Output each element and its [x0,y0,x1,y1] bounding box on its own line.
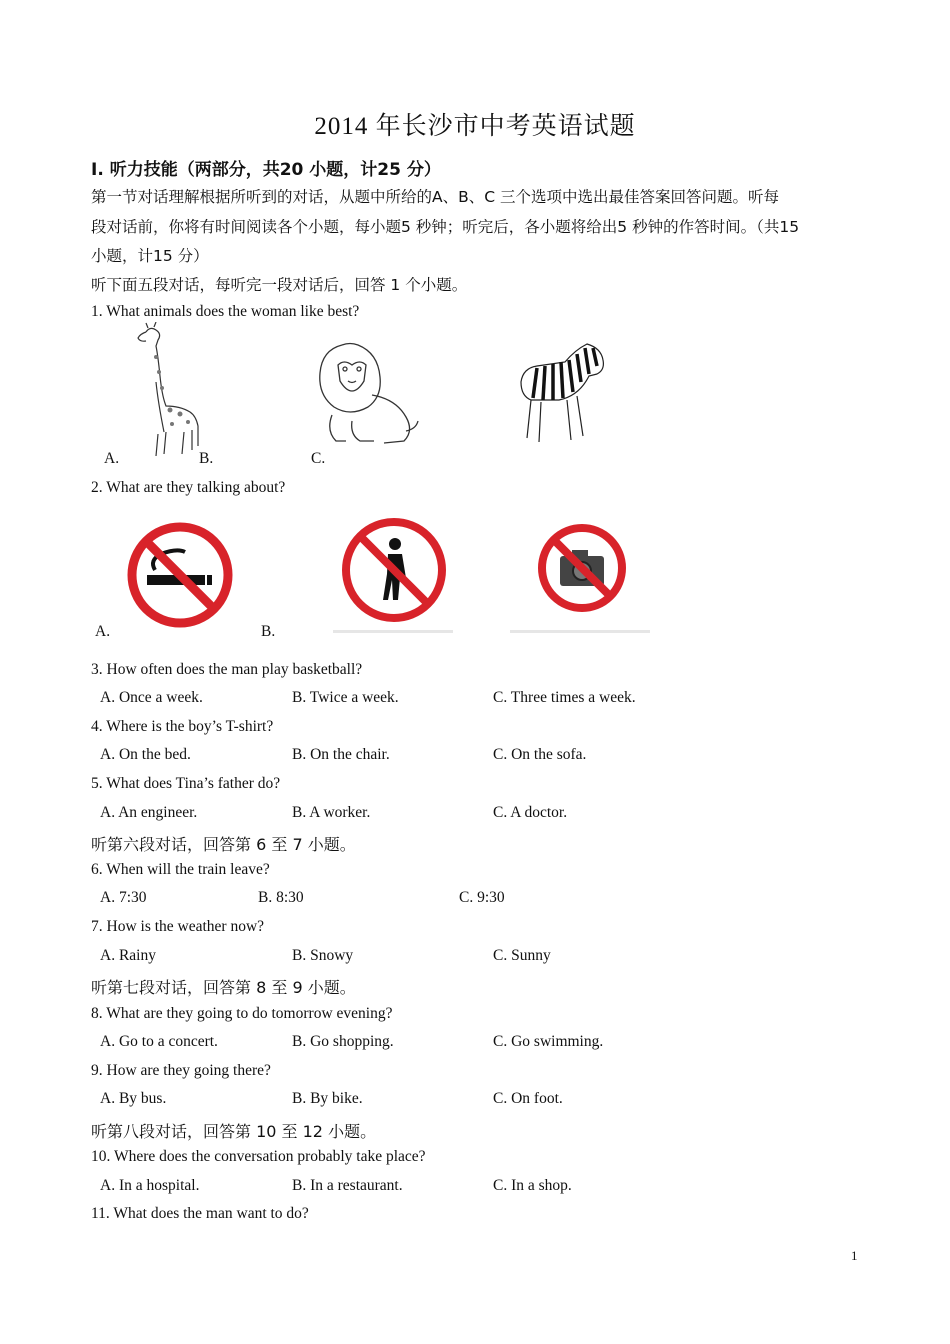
no-smoking-icon [125,520,235,630]
q3-option-c: C. Three times a week. [493,689,636,706]
q10-option-a: A. In a hospital. [100,1177,200,1194]
q9-option-a: A. By bus. [100,1090,167,1107]
q4-option-b: B. On the chair. [292,746,390,763]
question-1: 1. What animals does the woman like best? [91,303,360,320]
q10-option-b: B. In a restaurant. [292,1177,403,1194]
q7-option-b: B. Snowy [292,947,354,964]
page-number: 1 [851,1248,858,1263]
q4-option-c: C. On the sofa. [493,746,587,763]
question-6: 6. When will the train leave? [91,861,270,878]
page-title: 2014 年长沙市中考英语试题 [314,113,636,140]
question-10: 10. Where does the conversation probably take place? [91,1148,426,1165]
q4-option-a: A. On the bed. [100,746,191,763]
question-8: 8. What are they going to do tomorrow evening? [91,1005,393,1022]
q10-option-c: C. In a shop. [493,1177,572,1194]
q9-option-c: C. On foot. [493,1090,563,1107]
question-3: 3. How often does the man play basketball? [91,661,363,678]
q5-option-b: B. A worker. [292,804,371,821]
giraffe-icon [132,322,202,457]
q1-label-c: C. [311,450,326,467]
intro-line: 听下面五段对话，每听完一段对话后，回答 1 个小题。 [91,276,468,294]
question-11: 11. What does the man want to do? [91,1205,309,1222]
q8-option-a: A. Go to a concert. [100,1033,218,1050]
zebra-icon [517,340,609,448]
dialog-6-heading: 听第六段对话，回答第 6 至 7 小题。 [91,835,356,854]
q6-option-b: B. 8:30 [258,889,304,906]
question-5: 5. What does Tina’s father do? [91,775,281,792]
q5-option-a: A. An engineer. [100,804,198,821]
image-caption-line [333,630,453,633]
q6-option-a: A. 7:30 [100,889,147,906]
lion-icon [312,335,422,450]
q8-option-c: C. Go swimming. [493,1033,604,1050]
section-heading: I. 听力技能（两部分，共20 小题，计25 分） [91,160,441,180]
q1-label-a: A. [104,450,120,467]
q2-label-b: B. [261,623,276,640]
q9-option-b: B. By bike. [292,1090,363,1107]
question-2: 2. What are they talking about? [91,479,286,496]
no-camera-icon [536,522,628,614]
q3-option-a: A. Once a week. [100,689,203,706]
question-7: 7. How is the weather now? [91,918,265,935]
intro-line: 段对话前，你将有时间阅读各个小题，每小题5 秒钟；听完后，各小题将给出5 秒钟的作答时间。（共15 [91,218,800,236]
image-caption-line [510,630,650,633]
dialog-8-heading: 听第八段对话，回答第 10 至 12 小题。 [91,1122,377,1141]
q5-option-c: C. A doctor. [493,804,568,821]
intro-line: 第一节对话理解根据所听到的对话，从题中所给的A、B、C 三个选项中选出最佳答案回答问题。听每 [91,188,779,206]
question-9: 9. How are they going there? [91,1062,271,1079]
q2-label-a: A. [95,623,111,640]
question-4: 4. Where is the boy’s T-shirt? [91,718,274,735]
dialog-7-heading: 听第七段对话，回答第 8 至 9 小题。 [91,978,356,997]
q7-option-c: C. Sunny [493,947,551,964]
q6-option-c: C. 9:30 [459,889,505,906]
q8-option-b: B. Go shopping. [292,1033,394,1050]
intro-line: 小题，计15 分） [91,247,209,265]
q7-option-a: A. Rainy [100,947,156,964]
q1-label-b: B. [199,450,214,467]
no-walking-icon [340,516,448,624]
q3-option-b: B. Twice a week. [292,689,399,706]
